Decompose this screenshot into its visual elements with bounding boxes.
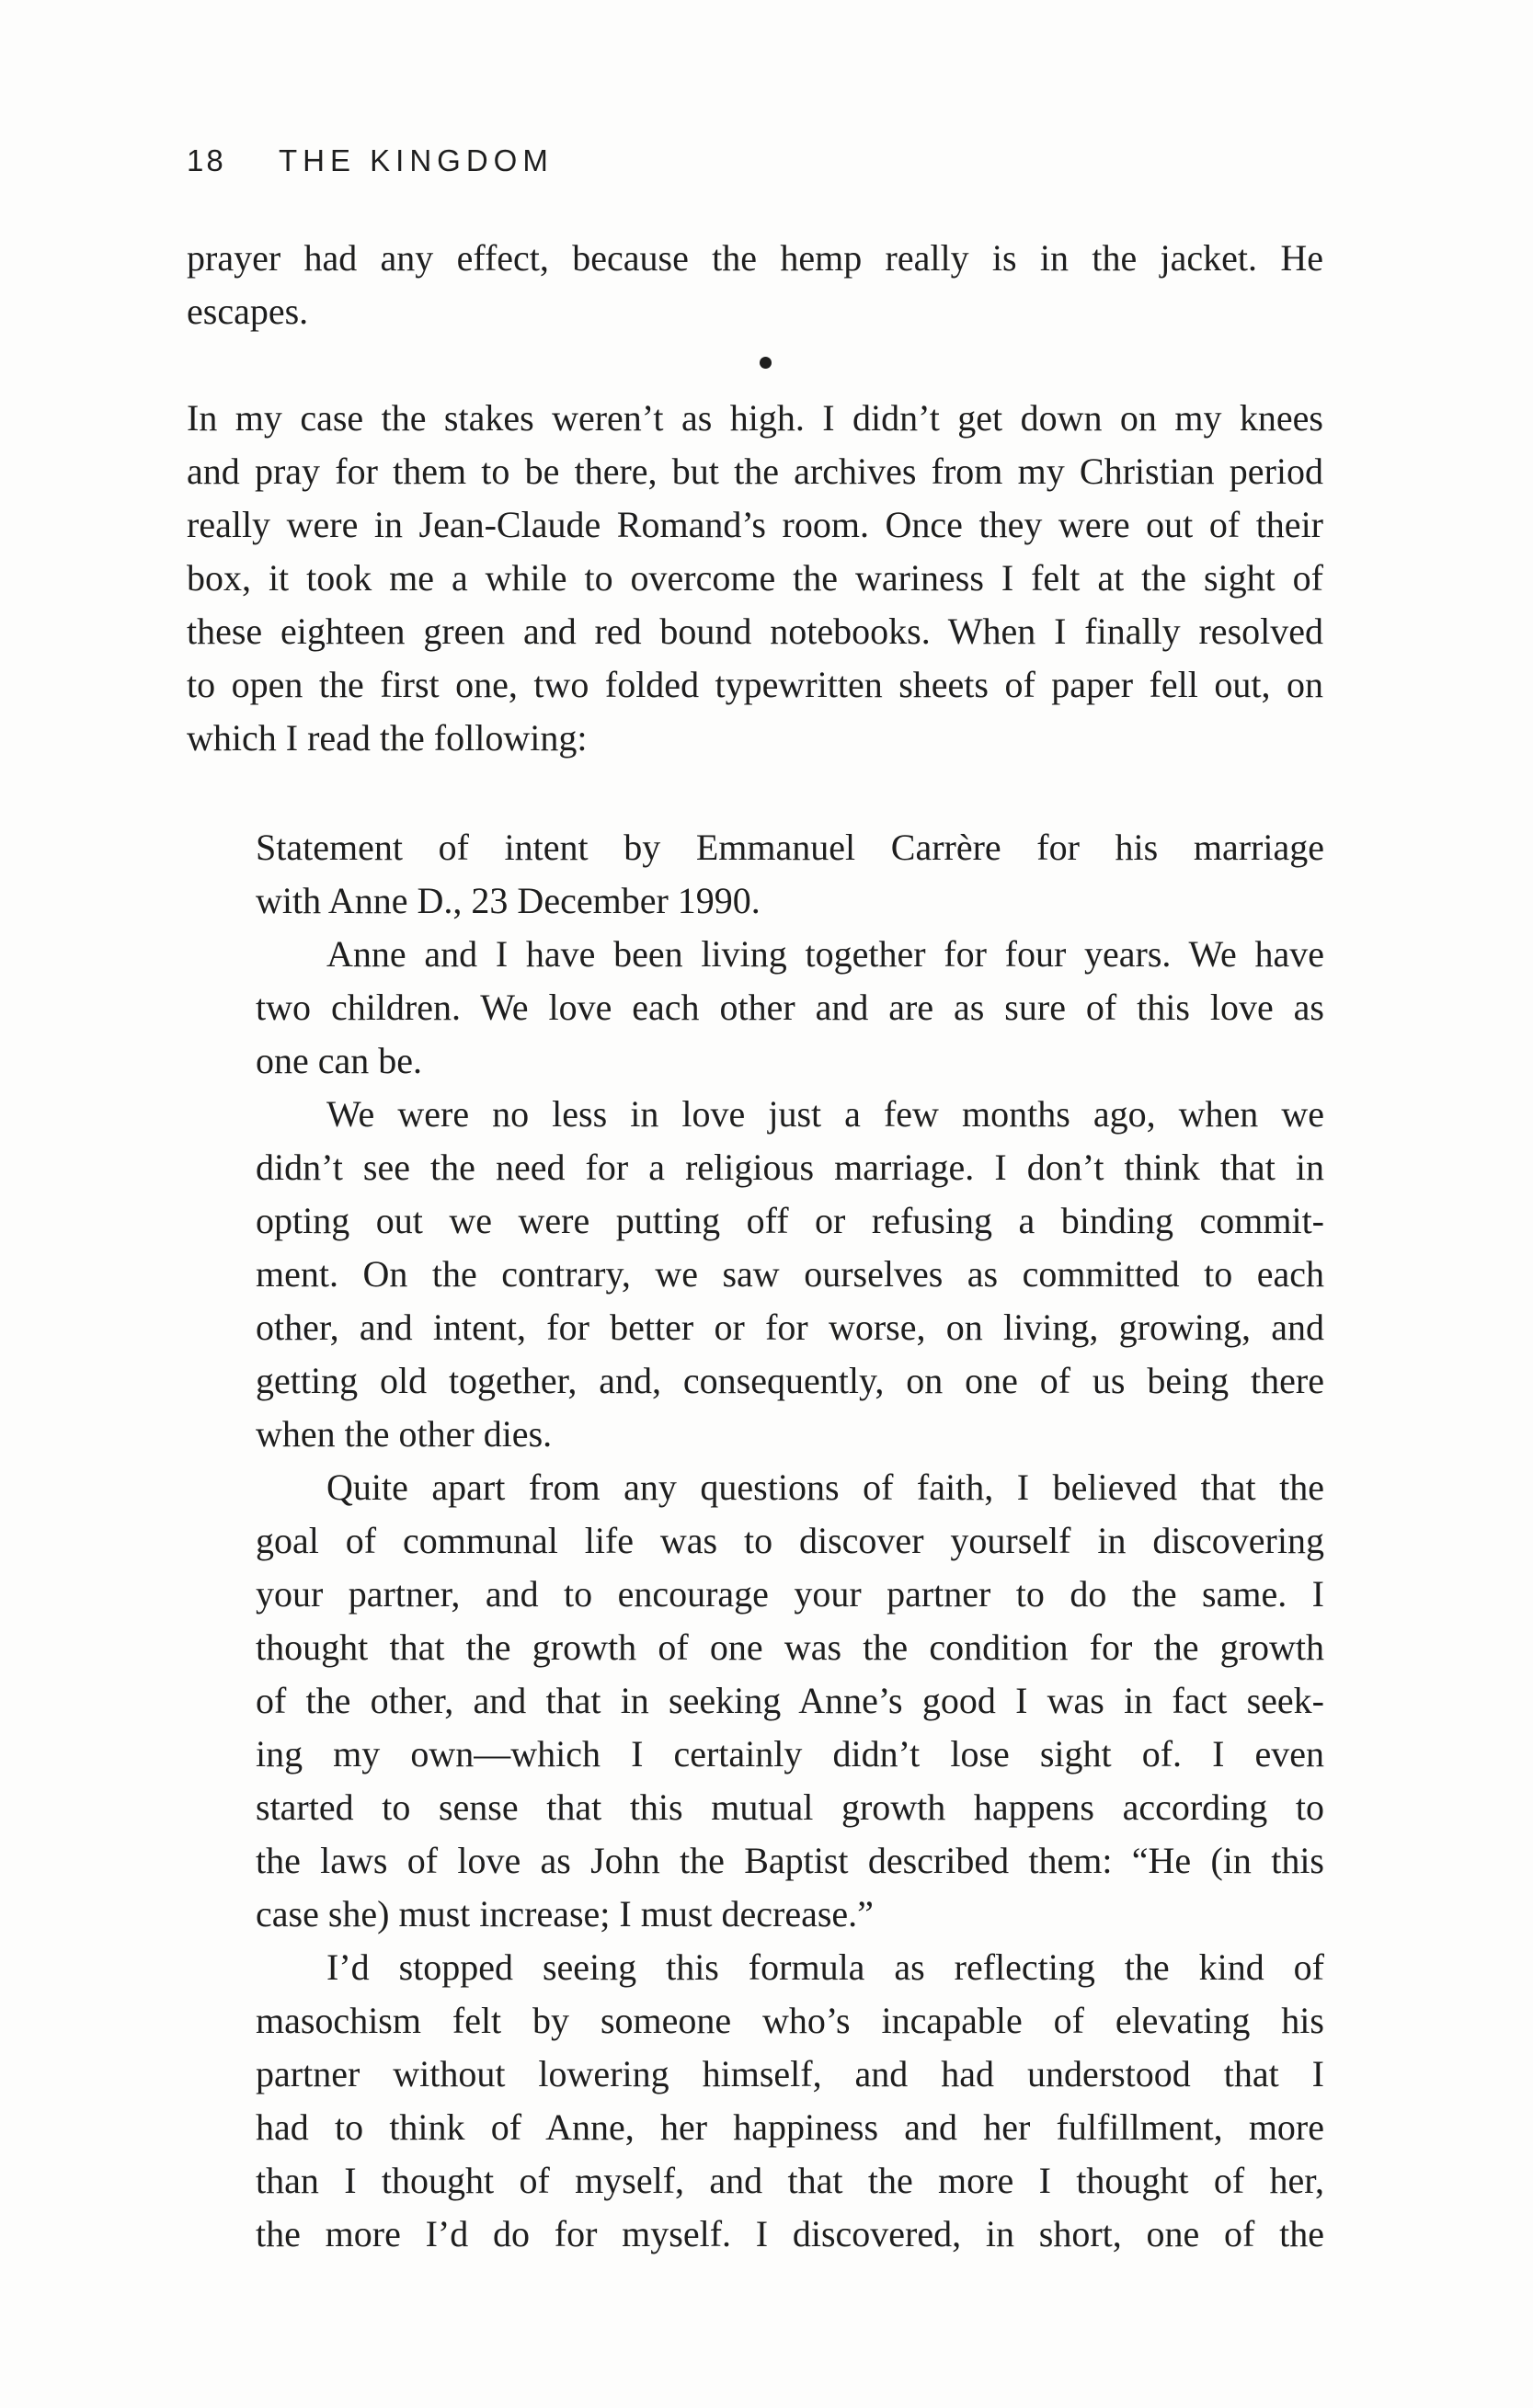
statement-title-line: Statement of intent by Emmanuel Carrère for his marriage (256, 827, 1324, 868)
quote-line: your partner, and to encourage your partner to do the same. I (256, 1573, 1324, 1615)
quote-line: of the other, and that in seeking Anne’s good I was in fact seek- (256, 1680, 1324, 1721)
quote-line: partner without lowering himself, and had understood that I (256, 2053, 1324, 2094)
quote-line: I’d stopped seeing this formula as reflecting the kind of (326, 1946, 1324, 1988)
quote-line: case she) must increase; I must decrease.” (256, 1893, 874, 1934)
text-line: In my case the stakes weren’t as high. I didn’t get down on my knees (187, 397, 1323, 439)
quote-line: two children. We love each other and are as sure of this love as (256, 987, 1324, 1028)
quote-line: one can be. (256, 1040, 423, 1081)
quote-line: than I thought of myself, and that the more I thought of her, (256, 2160, 1324, 2201)
text-line: prayer had any effect, because the hemp really is in the jacket. He (187, 237, 1323, 279)
quote-line: thought that the growth of one was the condition for the growth (256, 1626, 1324, 1668)
quote-line: Anne and I have been living together for four years. We have (326, 933, 1324, 975)
quote-line: getting old together, and, consequently, on one of us being there (256, 1360, 1324, 1401)
quote-line: We were no less in love just a few months ago, when we (326, 1093, 1324, 1135)
text-line: really were in Jean-Claude Romand’s room. Once they were out of their (187, 504, 1323, 545)
text-line: and pray for them to be there, but the archives from my Christian period (187, 451, 1323, 492)
quote-line: the more I’d do for myself. I discovered, in short, one of the (256, 2213, 1324, 2254)
section-break-dot (760, 357, 772, 369)
text-line: which I read the following: (187, 717, 588, 759)
quote-line: the laws of love as John the Baptist described them: “He (in this (256, 1840, 1324, 1881)
text-line: box, it took me a while to overcome the wariness I felt at the sight of (187, 557, 1323, 599)
quote-line: ing my own—which I certainly didn’t lose sight of. I even (256, 1733, 1324, 1775)
running-head (187, 143, 554, 178)
body-paragraph (187, 392, 1323, 765)
statement-title-line: with Anne D., 23 December 1990. (256, 880, 761, 921)
quote-line: had to think of Anne, her happiness and her fulfillment, more (256, 2106, 1324, 2148)
quote-line: masochism felt by someone who’s incapable of elevating his (256, 2000, 1324, 2041)
quote-line: goal of communal life was to discover yourself in discovering (256, 1520, 1324, 1561)
running-title: THE KINGDOM (279, 143, 554, 177)
statement-quote (256, 821, 1324, 2261)
continuation-paragraph (187, 232, 1323, 338)
quote-line: opting out we were putting off or refusing a binding commit- (256, 1200, 1324, 1241)
quote-line: other, and intent, for better or for worse, on living, growing, and (256, 1307, 1324, 1348)
quote-line: didn’t see the need for a religious marriage. I don’t think that in (256, 1147, 1324, 1188)
quote-line: started to sense that this mutual growth happens according to (256, 1786, 1324, 1828)
text-line: to open the first one, two folded typewritten sheets of paper fell out, on (187, 664, 1323, 705)
text-line: escapes. (187, 291, 309, 332)
quote-line: ment. On the contrary, we saw ourselves as committed to each (256, 1253, 1324, 1295)
quote-line: Quite apart from any questions of faith, I believed that the (326, 1466, 1324, 1508)
text-line: these eighteen green and red bound notebooks. When I finally resolved (187, 611, 1323, 652)
quote-line: when the other dies. (256, 1413, 553, 1455)
page-number: 18 (187, 143, 226, 177)
